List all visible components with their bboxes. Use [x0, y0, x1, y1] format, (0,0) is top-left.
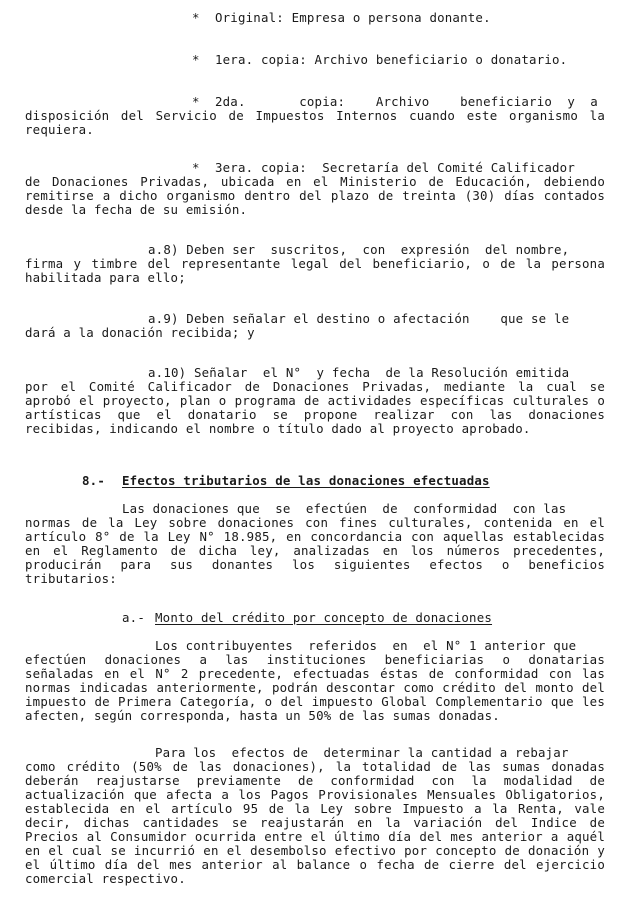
item-a10-line1: a.10) Señalar el N° y fecha de la Resolución emitida [148, 365, 570, 380]
copy-original: * Original: Empresa o persona donante. [192, 10, 491, 25]
subsection-a-number: a.- [122, 610, 145, 625]
item-a8-line1: a.8) Deben ser suscritos, con expresión del nombre, [148, 242, 570, 257]
copy-second-rest: disposición del Servicio de Impuestos Internos cuando este organismo la requiera. [25, 108, 605, 137]
subsection-a-paragraph2-line1: Para los efectos de determinar la cantidad a rebajar [155, 745, 569, 760]
item-a9-rest: dará a la donación recibida; y [25, 325, 255, 340]
copy-third-rest: de Donaciones Privadas, ubicada en el Ministerio de Educación, debiendo remitirse a dicho organismo dentro del plazo de treinta (30) días contados desde la fecha de su emisión. [25, 174, 605, 217]
section8-heading: Efectos tributarios de las donaciones efectuadas [122, 473, 490, 488]
subsection-a-paragraph1-rest: efectúen donaciones a las instituciones beneficiarias o donatarias señaladas en el N° 2 precedente, efectuadas éstas de conformidad con las normas indicadas anteriormente, podrán descontar como crédito del monto del impuesto de Primera Categoría, o del impuesto Global Complementario que les afecten, según corresponda, hasta un 50% de las sumas donadas. [25, 652, 605, 723]
section8-paragraph-rest: normas de la Ley sobre donaciones con fines culturales, contenida en el artículo 8° de la Ley N° 18.985, en concordancia con aquellas establecidas en el Reglamento de dicha ley, analizadas en los números precedentes, producirán para sus donantes los siguientes efectos o beneficios tributarios: [25, 515, 605, 586]
item-a9-line1: a.9) Deben señalar el destino o afectación que se le [148, 311, 570, 326]
subsection-a-paragraph1-line1: Los contribuyentes referidos en el N° 1 anterior que [155, 638, 577, 653]
subsection-a-heading: Monto del crédito por concepto de donaciones [155, 610, 493, 625]
section8-paragraph-line1: Las donaciones que se efectúen de conformidad con las [122, 501, 567, 516]
item-a10-rest: por el Comité Calificador de Donaciones Privadas, mediante la cual se aprobó el proyecto, plan o programa de actividades específicas culturales o artísticas que el donatario se propone realizar con las donaciones recibidas, indicando el nombre o título dado al proyecto aprobado. [25, 379, 605, 436]
section8-number: 8.- [82, 473, 105, 488]
copy-first: * 1era. copia: Archivo beneficiario o donatario. [192, 52, 568, 67]
copy-third-line1: * 3era. copia: Secretaría del Comité Calificador [192, 160, 575, 175]
subsection-a-paragraph2-rest: como crédito (50% de las donaciones), la totalidad de las sumas donadas deberán reajustarse previamente de conformidad con la modalidad de actualización que afecta a los Pagos Provisionales Mensuales Obligatorios, establecida en el artículo 95 de la Ley sobre Impuesto a la Renta, vale decir, dichas cantidades se reajustarán en la variación del Indice de Precios al Consumidor ocurrida entre el último día del mes anterior a aquél en el cual se incurrió en el desembolso efectivo por concepto de donación y el último día del mes anterior al balance o fecha de cierre del ejercicio comercial respectivo. [25, 759, 605, 886]
item-a8-rest: firma y timbre del representante legal del beneficiario, o de la persona habilitada para ello; [25, 256, 605, 285]
copy-second-line1: * 2da. copia: Archivo beneficiario y a [192, 94, 598, 109]
